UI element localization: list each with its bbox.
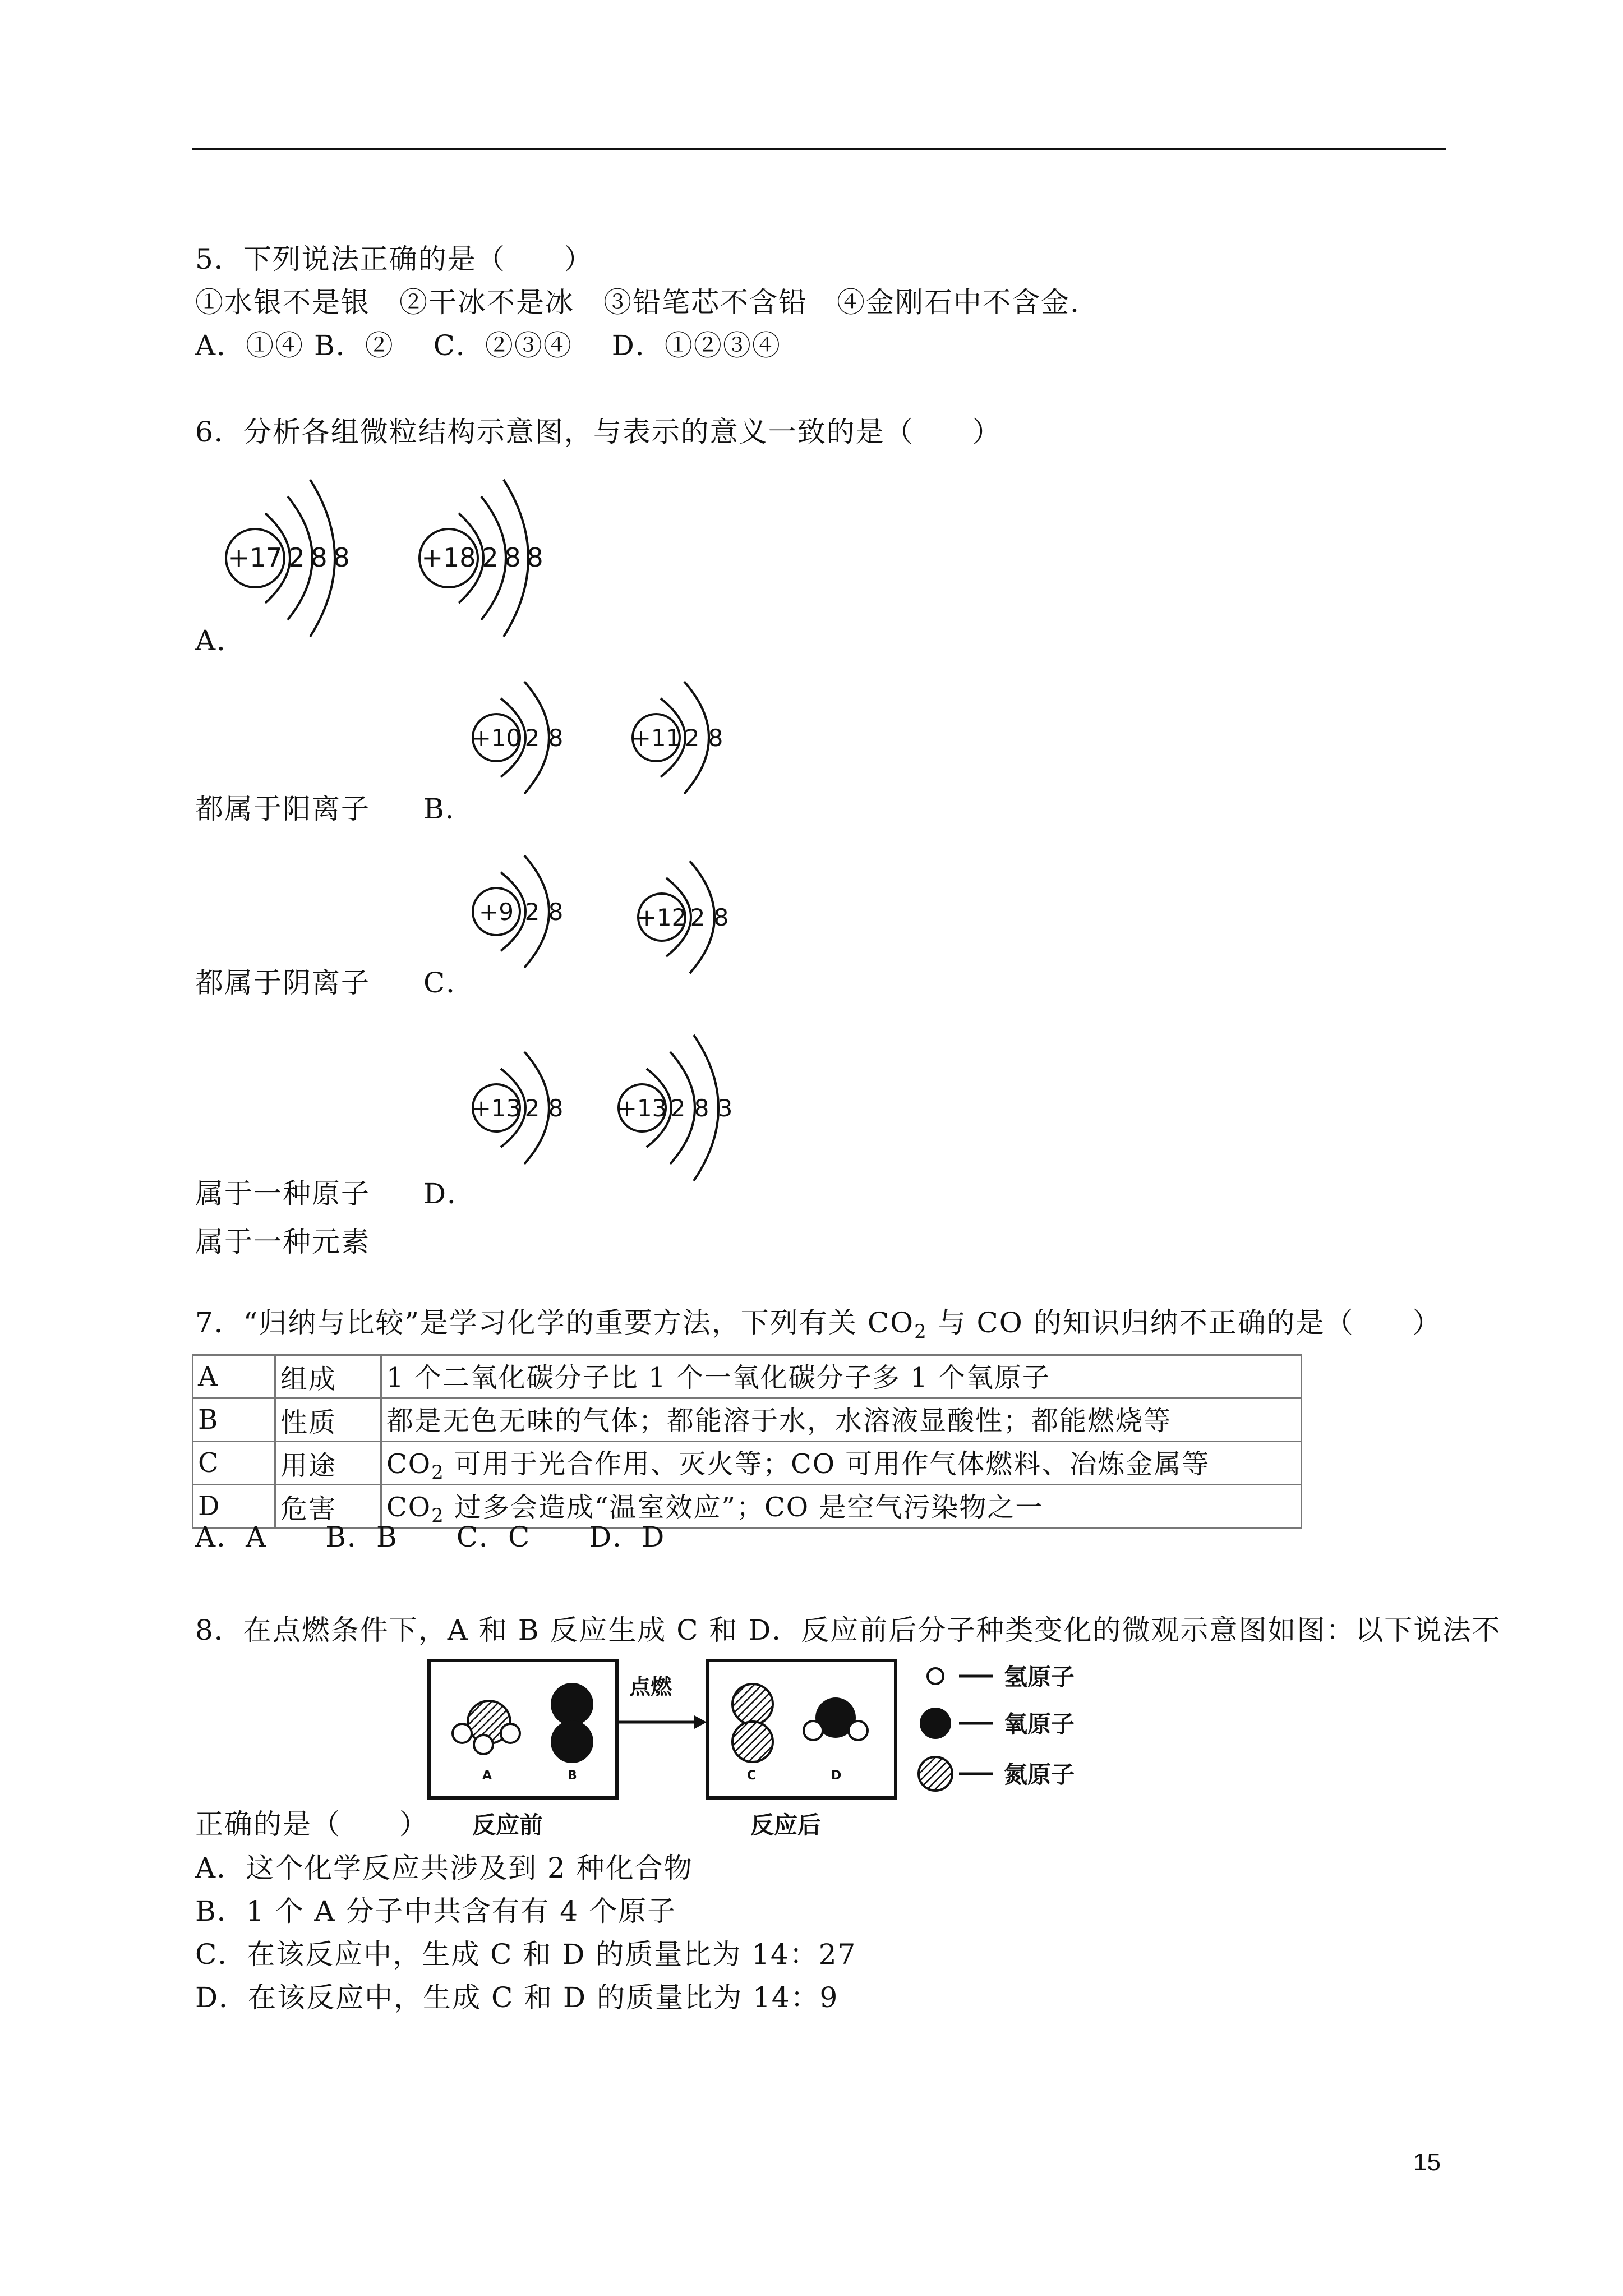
q6-c-desc: 属于一种原子 <box>195 1177 370 1210</box>
q7-options: A．A B．B C．C D．D <box>195 1521 666 1553</box>
table-row <box>193 1442 1302 1485</box>
reaction-diagram <box>426 1655 1133 1846</box>
shell-electron-count: 2 <box>288 542 305 573</box>
molecule-a-label: A <box>482 1769 492 1783</box>
nucleus-charge: +9 <box>479 898 514 926</box>
legend-nitrogen: 氮原子 <box>1004 1761 1075 1788</box>
q6-d-label: D． <box>423 1177 477 1210</box>
shell-electron-count: 2 <box>690 904 706 931</box>
shell-electron-count: 3 <box>717 1094 733 1122</box>
oxygen-atom <box>551 1720 593 1763</box>
nucleus-charge: +12 <box>637 904 687 931</box>
atom-diagram-c2 <box>631 853 777 999</box>
nucleus-charge: +18 <box>421 542 476 573</box>
shell-electron-count: 2 <box>524 1094 540 1122</box>
legend-oxygen: 氧原子 <box>1004 1710 1075 1738</box>
atom-diagram-d1 <box>465 1043 611 1189</box>
q8-stem: 8．在点燃条件下，A 和 B 反应生成 C 和 D．反应前后分子种类变化的微观示意图如图：以下说法不 <box>195 1614 1501 1646</box>
row-key: B <box>193 1398 275 1442</box>
nucleus-charge: +13 <box>471 1094 522 1122</box>
row-content: $CO_2$ 可用于光合作用、灭火等；CO 可用作气体燃料、冶炼金属等 <box>381 1442 1302 1485</box>
atom-diagram-b2 <box>625 673 771 819</box>
shell-electron-count: 2 <box>482 542 499 573</box>
legend-hydrogen: 氢原子 <box>1004 1663 1075 1691</box>
shell-electron-count: 2 <box>684 724 700 752</box>
q6-b-label: B． <box>423 793 474 825</box>
hydrogen-atom <box>453 1724 472 1743</box>
legend-hydrogen-icon <box>928 1668 943 1684</box>
nucleus-charge: +17 <box>228 542 283 573</box>
shell-electron-count: 8 <box>504 542 521 573</box>
q8-stem-cont: 正确的是（ ） <box>195 1808 428 1841</box>
shell-electron-count: 2 <box>524 898 540 926</box>
shell-electron-count: 2 <box>670 1094 686 1122</box>
row-topic: 危害 <box>275 1485 381 1528</box>
row-content: $CO_2$ 过多会造成“温室效应”；CO 是空气污染物之一 <box>381 1485 1302 1528</box>
page-number: 15 <box>1413 2148 1441 2176</box>
q6-d-desc: 属于一种元素 <box>195 1226 370 1258</box>
hydrogen-atom <box>501 1724 520 1743</box>
shell-electron-count: 8 <box>713 904 729 931</box>
row-topic: 性质 <box>275 1398 381 1442</box>
nitrogen-atom <box>732 1684 773 1724</box>
shell-electron-count: 8 <box>694 1094 709 1122</box>
molecule-d-label: D <box>831 1769 842 1783</box>
q8-option-b: B．1 个 A 分子中共含有有 4 个原子 <box>195 1895 676 1927</box>
molecule-b-label: B <box>568 1769 577 1783</box>
header-rule <box>192 148 1446 150</box>
q5-options: A．①④ B．② C．②③④ D．①②③④ <box>195 329 781 362</box>
q6-b-desc: 都属于阴离子 <box>195 967 370 999</box>
after-label: 反应后 <box>750 1811 822 1839</box>
molecule-c-label: C <box>747 1769 757 1783</box>
q6-a-desc: 都属于阳离子 <box>195 793 370 825</box>
q8-option-c: C．在该反应中，生成 C 和 D 的质量比为 14：27 <box>195 1938 857 1971</box>
legend-nitrogen-icon <box>919 1757 952 1791</box>
q5-stem: 5．下列说法正确的是（ ） <box>195 243 593 275</box>
hydrogen-atom <box>849 1721 868 1740</box>
row-key: D <box>193 1485 275 1528</box>
hydrogen-atom <box>804 1721 823 1740</box>
hydrogen-atom <box>474 1735 493 1754</box>
atom-diagram-b1 <box>465 673 611 819</box>
nucleus-charge: +13 <box>617 1094 667 1122</box>
q6-c-label: C． <box>423 967 476 999</box>
row-topic: 用途 <box>275 1442 381 1485</box>
table-row <box>193 1355 1302 1398</box>
before-label: 反应前 <box>472 1811 543 1839</box>
shell-electron-count: 8 <box>548 1094 564 1122</box>
shell-electron-count: 2 <box>524 724 540 752</box>
shell-electron-count: 8 <box>527 542 543 573</box>
q6-a-label: A． <box>195 624 246 657</box>
shell-electron-count: 8 <box>311 542 328 573</box>
oxygen-atom <box>551 1683 593 1726</box>
nucleus-charge: +10 <box>471 724 522 752</box>
q8-option-a: A．这个化学反应共涉及到 2 种化合物 <box>195 1852 693 1884</box>
shell-electron-count: 8 <box>548 898 564 926</box>
nitrogen-atom <box>732 1722 773 1762</box>
shell-electron-count: 8 <box>333 542 350 573</box>
q8-option-d: D．在该反应中，生成 C 和 D 的质量比为 14：9 <box>195 1981 839 2014</box>
row-key: C <box>193 1442 275 1485</box>
atom-diagram-a1 <box>224 466 404 651</box>
row-content: 1 个二氧化碳分子比 1 个一氧化碳分子多 1 个氧原子 <box>381 1355 1302 1398</box>
arrow-label: 点燃 <box>629 1674 672 1699</box>
shell-electron-count: 8 <box>548 724 564 752</box>
table-row <box>193 1398 1302 1442</box>
nucleus-charge: +11 <box>631 724 681 752</box>
row-key: A <box>193 1355 275 1398</box>
atom-diagram-a2 <box>418 466 597 651</box>
q7-table <box>192 1354 1302 1529</box>
atom-diagram-c1 <box>465 847 611 993</box>
q7-stem: 7．“归纳与比较”是学习化学的重要方法，下列有关 $CO_2$ 与 CO 的知识归纳不正确的是（ ） <box>195 1306 1442 1343</box>
shell-electron-count: 8 <box>708 724 723 752</box>
arrow-head <box>694 1715 707 1729</box>
row-content: 都是无色无味的气体；都能溶于水，水溶液显酸性；都能燃烧等 <box>381 1398 1302 1442</box>
atom-diagram-d2 <box>611 1043 791 1189</box>
q6-stem: 6．分析各组微粒结构示意图，与表示的意义一致的是（ ） <box>195 416 1002 448</box>
legend-oxygen-icon <box>920 1708 951 1739</box>
q5-statements: ①水银不是银 ②干冰不是冰 ③铅笔芯不含铅 ④金刚石中不含金. <box>195 286 1080 319</box>
row-topic: 组成 <box>275 1355 381 1398</box>
